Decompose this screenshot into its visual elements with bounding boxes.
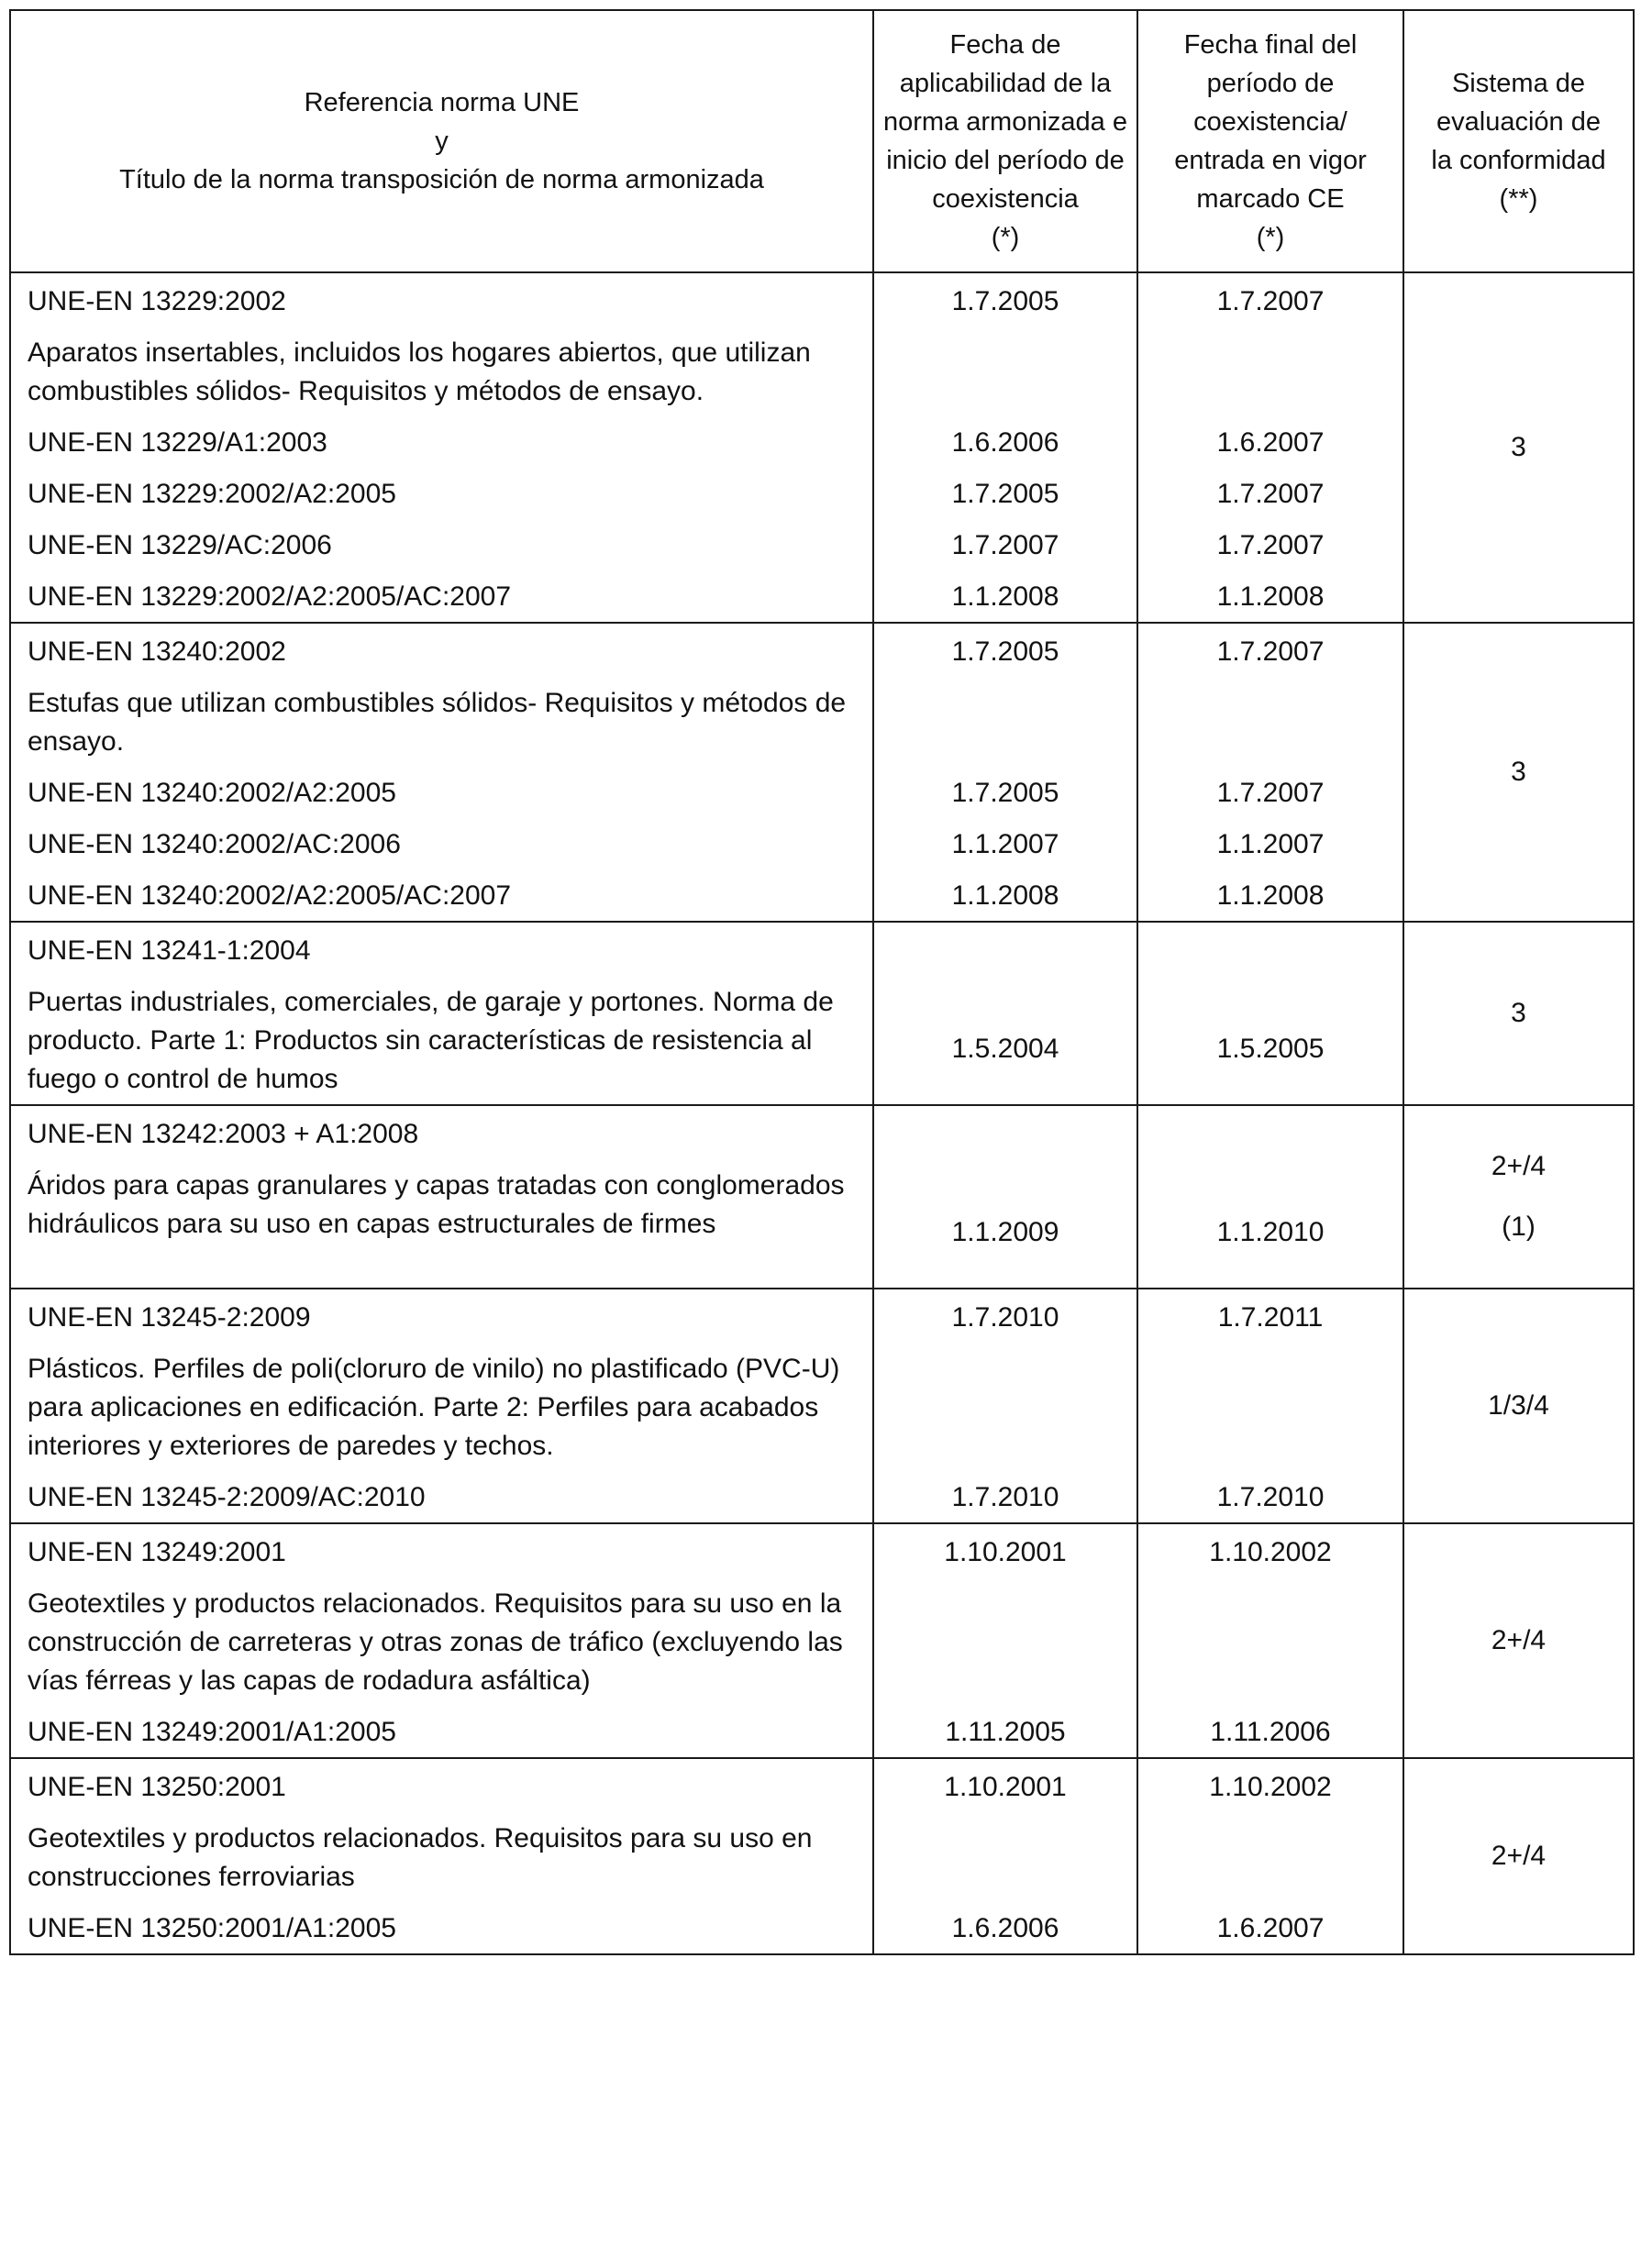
- end-date: 1.7.2007: [1216, 530, 1325, 560]
- header-row: [10, 10, 1634, 272]
- start-date: 1.7.2007: [951, 530, 1059, 560]
- header-applicability-date: Fecha de aplicabilidad de la norma armonizada e inicio del período de coexistencia (*): [873, 10, 1137, 272]
- end-date-cell: [1137, 1523, 1403, 1758]
- end-date: 1.10.2002: [1209, 1772, 1332, 1802]
- conformity-system: 1/3/4: [1403, 1289, 1634, 1523]
- amendment-reference: UNE-EN 13250:2001/A1:2005: [28, 1913, 396, 1943]
- table-row: [10, 1523, 1634, 1758]
- start-date: 1.1.2008: [951, 581, 1059, 612]
- amendment-reference: UNE-EN 13229/A1:2003: [28, 427, 327, 458]
- start-date-cell: [873, 1523, 1137, 1758]
- start-date: 1.7.2005: [951, 479, 1059, 509]
- end-date-cell: [1137, 922, 1403, 1105]
- start-date: 1.11.2005: [945, 1717, 1066, 1747]
- reference-cell: [10, 1758, 873, 1954]
- standard-title: Plásticos. Perfiles de poli(cloruro de vinilo) no plastificado (PVC-U) para aplicaciones en edificación. Parte 2: Perfiles para acabados interiores y exteriores de paredes y techos.: [28, 1354, 840, 1461]
- standard-reference: UNE-EN 13240:2002: [28, 636, 286, 667]
- start-date-cell: [873, 1758, 1137, 1954]
- end-date: 1.7.2007: [1216, 286, 1325, 316]
- start-date: 1.5.2004: [951, 1033, 1059, 1064]
- amendment-reference: UNE-EN 13240:2002/A2:2005: [28, 778, 396, 808]
- reference-cell: [10, 623, 873, 922]
- end-date: 1.1.2008: [1216, 581, 1325, 612]
- standard-reference: UNE-EN 13250:2001: [28, 1772, 286, 1802]
- amendment-reference: UNE-EN 13245-2:2009/AC:2010: [28, 1482, 426, 1512]
- amendment-reference: UNE-EN 13249:2001/A1:2005: [28, 1717, 396, 1747]
- start-date-cell: [873, 1105, 1137, 1289]
- end-date-cell: [1137, 272, 1403, 623]
- reference-cell: [10, 1523, 873, 1758]
- start-date: 1.7.2005: [951, 286, 1059, 316]
- end-date: 1.1.2008: [1216, 880, 1325, 911]
- standard-title: Geotextiles y productos relacionados. Requisitos para su uso en construcciones ferroviarias: [28, 1823, 813, 1892]
- end-date: 1.7.2010: [1216, 1482, 1325, 1512]
- end-date: 1.10.2002: [1209, 1537, 1332, 1567]
- table-row: [10, 1289, 1634, 1523]
- standard-title: Geotextiles y productos relacionados. Requisitos para su uso en la construcción de carreteras y otras zonas de tráfico (excluyendo las vías férreas y las capas de rodadura asfáltica): [28, 1588, 843, 1696]
- harmonized-standards-table: [9, 9, 1635, 1955]
- standard-reference: UNE-EN 13229:2002: [28, 286, 286, 316]
- end-date: 1.11.2006: [1210, 1717, 1331, 1747]
- start-date: 1.10.2001: [944, 1772, 1067, 1802]
- end-date-cell: [1137, 1105, 1403, 1289]
- header-reference-title: Referencia norma UNE y Título de la norma transposición de norma armonizada: [10, 10, 873, 272]
- start-date: 1.10.2001: [944, 1537, 1067, 1567]
- end-date: 1.5.2005: [1216, 1033, 1325, 1064]
- end-date: 1.6.2007: [1216, 427, 1325, 458]
- standard-reference: UNE-EN 13241-1:2004: [28, 935, 311, 966]
- end-date: 1.7.2007: [1216, 778, 1325, 808]
- reference-cell: [10, 922, 873, 1105]
- conformity-system: 2+/4: [1491, 1151, 1547, 1181]
- start-date: 1.1.2009: [951, 1216, 1059, 1247]
- amendment-reference: UNE-EN 13240:2002/A2:2005/AC:2007: [28, 880, 512, 911]
- standard-title: Puertas industriales, comerciales, de garaje y portones. Norma de producto. Parte 1: Productos sin características de resistencia al fuego o control de humos: [28, 987, 834, 1094]
- amendment-reference: UNE-EN 13229/AC:2006: [28, 530, 332, 560]
- end-date-cell: [1137, 1289, 1403, 1523]
- start-date-cell: [873, 922, 1137, 1105]
- conformity-system: 3: [1403, 272, 1634, 623]
- standard-title: Aparatos insertables, incluidos los hogares abiertos, que utilizan combustibles sólidos- Requisitos y métodos de ensayo.: [28, 337, 811, 406]
- start-date-cell: [873, 1289, 1137, 1523]
- amendment-reference: UNE-EN 13229:2002/A2:2005/AC:2007: [28, 581, 512, 612]
- conformity-system-cell: [1403, 1105, 1634, 1289]
- end-date-cell: [1137, 623, 1403, 922]
- reference-cell: [10, 272, 873, 623]
- end-date: 1.7.2007: [1216, 636, 1325, 667]
- end-date-cell: [1137, 1758, 1403, 1954]
- header-end-coexistence-date: Fecha final del período de coexistencia/ entrada en vigor marcado CE (*): [1137, 10, 1403, 272]
- reference-cell: [10, 1105, 873, 1289]
- start-date: 1.6.2006: [951, 1913, 1059, 1943]
- start-date-cell: [873, 623, 1137, 922]
- amendment-reference: UNE-EN 13240:2002/AC:2006: [28, 829, 401, 859]
- end-date: 1.7.2007: [1216, 479, 1325, 509]
- conformity-system-note: (1): [1502, 1211, 1536, 1242]
- table-row: [10, 272, 1634, 623]
- start-date: 1.1.2007: [951, 829, 1059, 859]
- standard-reference: UNE-EN 13242:2003 + A1:2008: [28, 1119, 419, 1149]
- table-row: [10, 1105, 1634, 1289]
- end-date: 1.1.2010: [1216, 1216, 1325, 1247]
- start-date: 1.6.2006: [951, 427, 1059, 458]
- conformity-system: 3: [1403, 623, 1634, 922]
- table-row: [10, 623, 1634, 922]
- standard-title: Áridos para capas granulares y capas tratadas con conglomerados hidráulicos para su uso en capas estructurales de firmes: [28, 1170, 845, 1239]
- conformity-system: 3: [1403, 922, 1634, 1105]
- reference-cell: [10, 1289, 873, 1523]
- end-date: 1.7.2011: [1217, 1302, 1324, 1333]
- conformity-system: 2+/4: [1403, 1758, 1634, 1954]
- header-conformity-system: Sistema de evaluación de la conformidad (**): [1403, 10, 1634, 272]
- amendment-reference: UNE-EN 13229:2002/A2:2005: [28, 479, 396, 509]
- end-date: 1.1.2007: [1216, 829, 1325, 859]
- conformity-system: 2+/4: [1403, 1523, 1634, 1758]
- table-row: [10, 1758, 1634, 1954]
- standard-reference: UNE-EN 13249:2001: [28, 1537, 286, 1567]
- start-date: 1.1.2008: [951, 880, 1059, 911]
- start-date-cell: [873, 272, 1137, 623]
- table-row: [10, 922, 1634, 1105]
- end-date: 1.6.2007: [1216, 1913, 1325, 1943]
- start-date: 1.7.2010: [951, 1302, 1059, 1333]
- start-date: 1.7.2005: [951, 636, 1059, 667]
- standard-title: Estufas que utilizan combustibles sólidos- Requisitos y métodos de ensayo.: [28, 688, 847, 757]
- start-date: 1.7.2010: [951, 1482, 1059, 1512]
- start-date: 1.7.2005: [951, 778, 1059, 808]
- standard-reference: UNE-EN 13245-2:2009: [28, 1302, 311, 1333]
